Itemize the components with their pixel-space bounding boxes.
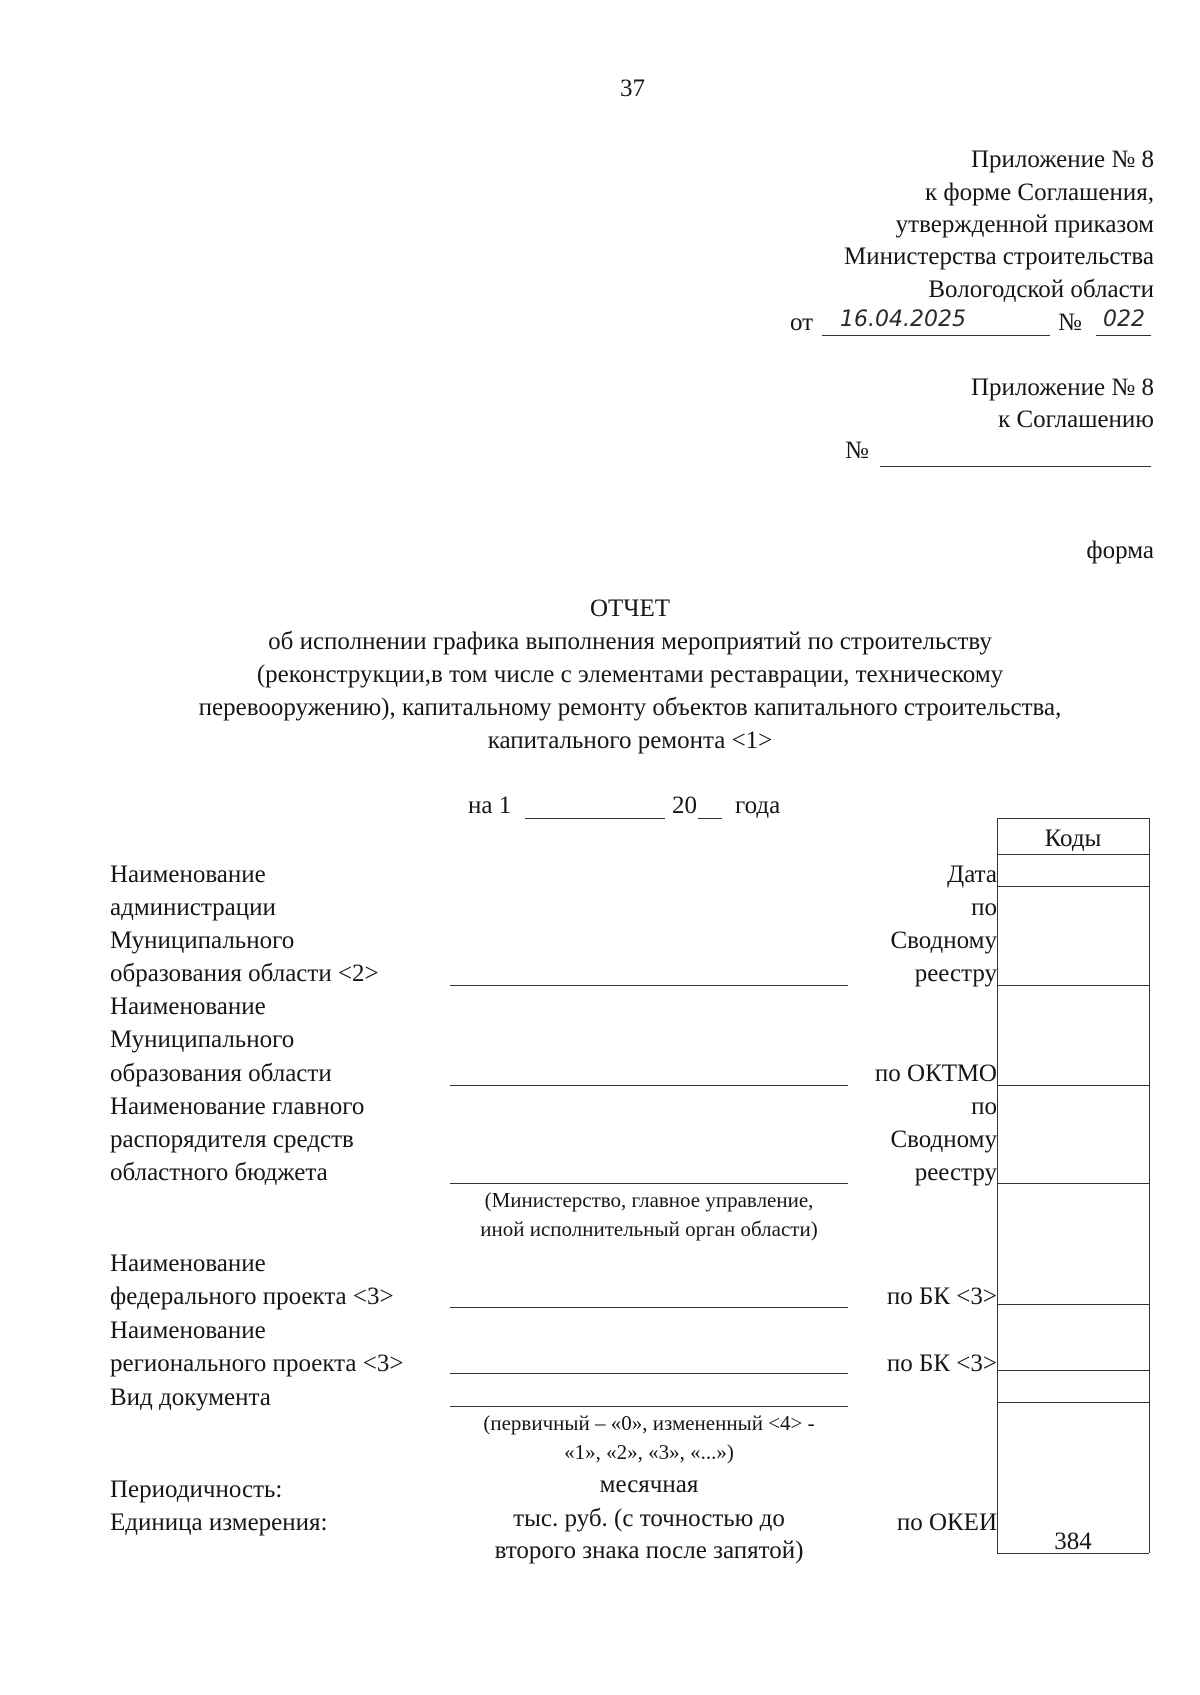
admin-label-4: образования области <2> — [110, 960, 379, 987]
manager-hint-2: иной исполнительный орган области) — [480, 1217, 818, 1241]
date-underline — [822, 335, 1050, 336]
oktmo-label: по ОКТМО — [874, 1060, 997, 1087]
okei-label: по ОКЕИ — [896, 1509, 997, 1536]
registry-2-label-1: по — [971, 1093, 997, 1120]
header-line-5: Вологодской области — [928, 276, 1154, 303]
manager-field-underline — [450, 1183, 848, 1184]
admin-field-underline — [450, 985, 848, 986]
report-title-line-3: перевооружению), капитальному ремонту объектов капитального строительства, — [198, 694, 1062, 721]
header-line-4: Министерства строительства — [843, 243, 1154, 270]
municipality-label-3: образования области — [110, 1060, 332, 1087]
registry-2-label-2: Сводному — [890, 1126, 997, 1153]
codes-row-line — [997, 1183, 1149, 1184]
bk-2-label: по БК <3> — [886, 1350, 997, 1377]
municipality-field-underline — [450, 1085, 848, 1086]
doc-type-hint-2: «1», «2», «3», «...») — [564, 1440, 734, 1464]
manager-hint-1: (Министерство, главное управление, — [484, 1188, 814, 1212]
report-title-line-1: об исполнении графика выполнения мероприятий по строительству — [268, 628, 992, 655]
unit-value-line-1: тыс. руб. (с точностью до — [513, 1505, 785, 1532]
doc-type-underline — [450, 1406, 848, 1407]
codes-row-line — [997, 886, 1149, 887]
handwritten-date: 16.04.2025 — [840, 307, 966, 332]
registry-1-label-2: Сводному — [890, 927, 997, 954]
as-of-year: 20 — [672, 792, 697, 819]
report-title-line-4: капитального ремонта <1> — [487, 727, 773, 754]
handwritten-number: 022 — [1103, 307, 1145, 332]
municipality-label-1: Наименование — [110, 993, 266, 1020]
registry-2-label-3: реестру — [914, 1159, 997, 1186]
appendix-number-label: № — [845, 437, 869, 464]
codes-box-top — [997, 818, 1149, 819]
form-label: форма — [1086, 537, 1154, 564]
regional-project-label-1: Наименование — [110, 1317, 266, 1344]
doc-type-label: Вид документа — [110, 1384, 271, 1411]
page-number: 37 — [620, 75, 645, 102]
codes-row-line — [997, 985, 1149, 986]
codes-box-right — [1149, 818, 1150, 1553]
header-line-1: Приложение № 8 — [970, 146, 1154, 173]
admin-label-2: администрации — [110, 894, 276, 921]
unit-value-line-2: второго знака после запятой) — [494, 1537, 804, 1564]
as-of-day-underline — [525, 818, 665, 819]
report-title-line-2: (реконструкции,в том числе с элементами реставрации, техническому — [256, 661, 1004, 688]
as-of-prefix: на 1 — [468, 792, 512, 819]
municipality-label-2: Муниципального — [110, 1026, 295, 1053]
okei-code: 384 — [1054, 1528, 1092, 1555]
report-heading: ОТЧЕТ — [589, 595, 671, 622]
periodicity-label: Периодичность: — [110, 1476, 283, 1503]
manager-label-2: распорядителя средств — [110, 1126, 354, 1153]
regional-project-underline — [450, 1373, 848, 1374]
codes-header: Коды — [1044, 825, 1102, 852]
as-of-suffix: года — [735, 792, 781, 819]
number-underline — [1096, 335, 1151, 336]
header-line-2: к форме Соглашения, — [925, 179, 1154, 206]
periodicity-value: месячная — [599, 1471, 699, 1498]
federal-project-label-2: федерального проекта <3> — [110, 1283, 394, 1310]
bk-1-label: по БК <3> — [886, 1283, 997, 1310]
appendix-number-underline — [880, 466, 1151, 467]
appendix-line-2: к Соглашению — [998, 406, 1154, 433]
admin-label-1: Наименование — [110, 861, 266, 888]
codes-row-line — [997, 1304, 1149, 1305]
date-label: Дата — [947, 861, 997, 888]
as-of-year-underline — [698, 818, 722, 819]
manager-label-1: Наименование главного — [110, 1093, 365, 1120]
codes-row-line — [997, 1370, 1149, 1371]
federal-project-label-1: Наименование — [110, 1250, 266, 1277]
number-label: № — [1058, 309, 1082, 336]
codes-box-left — [997, 818, 998, 1553]
federal-project-underline — [450, 1307, 848, 1308]
manager-label-3: областного бюджета — [110, 1159, 328, 1186]
regional-project-label-2: регионального проекта <3> — [110, 1350, 404, 1377]
registry-1-label-3: реестру — [914, 960, 997, 987]
unit-label: Единица измерения: — [110, 1509, 328, 1536]
codes-row-line — [997, 1402, 1149, 1403]
from-label: от — [790, 309, 814, 336]
appendix-line-1: Приложение № 8 — [970, 374, 1154, 401]
codes-row-line — [997, 854, 1149, 855]
codes-row-line — [997, 1085, 1149, 1086]
registry-1-label-1: по — [971, 894, 997, 921]
doc-type-hint-1: (первичный – «0», измененный <4> - — [483, 1411, 815, 1435]
header-line-3: утвержденной приказом — [895, 211, 1154, 238]
admin-label-3: Муниципального — [110, 927, 295, 954]
